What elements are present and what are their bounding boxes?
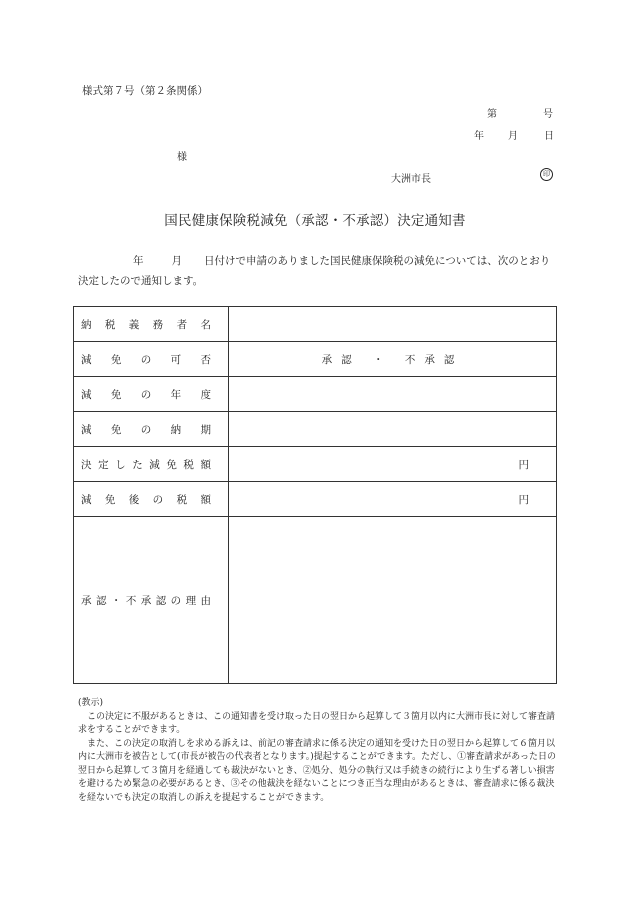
form-number: 様式第７号（第２条関係） (82, 85, 208, 97)
row-label-text: 減 免 の 可 否 (81, 353, 211, 366)
intro-paragraph (78, 251, 558, 291)
issuer-name: 大洲市長 (391, 174, 431, 185)
row-label (74, 482, 229, 517)
notes-paragraph: また、この決定の取消しを求める訴えは、前記の審査請求に係る決定の通知を受けた日の翌日から起算して６箇月以内に大洲市を被告として(市長が被告の代表者となります。)提起することができます。ただし、①審査請求があった日の翌日から起算して３箇月を経過しても裁決がないとき、②処分、処分の執行又は手続きの続行により生ずる著しい損害を避けるため緊急の必要があるとき、③その他裁決を経ないことにつき正当な理由があるときは、審査請求に係る裁決を経ないでも決定の取消しの訴えを提起することができます。 (78, 738, 556, 803)
page-title: 国民健康保険税減免（承認・不承認）決定通知書 (164, 213, 466, 229)
row-label (74, 412, 229, 447)
row-label-text: 承 認 ・ 不 承 認 の 理 由 (81, 594, 211, 607)
document-number-prefix: 第 (487, 109, 497, 120)
table-row (74, 517, 557, 684)
tax-after-reduction-field: 円 (229, 482, 557, 517)
instruction-notes (78, 697, 556, 805)
date-year-label: 年 (474, 131, 484, 142)
date-month-label: 月 (508, 131, 518, 142)
table-row (74, 342, 557, 377)
row-label-text: 減 免 の 納 期 (81, 423, 211, 436)
document-number-suffix: 号 (543, 109, 553, 120)
decision-table (73, 306, 557, 684)
notes-heading: (教示) (78, 698, 104, 708)
decision-reason-field (229, 517, 557, 684)
row-label (74, 447, 229, 482)
date-day-label: 日 (544, 131, 554, 142)
row-label (74, 517, 229, 684)
notes-paragraph: この決定に不服があるときは、この通知書を受け取った日の翌日から起算して３箇月以内に大洲市長に対して審査請求をすることができます。 (78, 711, 556, 735)
approval-choice: 承認 ・ 不承認 (229, 342, 557, 377)
row-label-text: 決 定 し た 減 免 税 額 (81, 458, 211, 471)
row-label-text: 納 税 義 務 者 名 (81, 318, 211, 331)
issue-date-line (474, 127, 554, 142)
reduction-year-field (229, 377, 557, 412)
taxpayer-name-field (229, 307, 557, 342)
seal-mark: 印 (540, 168, 553, 181)
reduced-tax-amount-field: 円 (229, 447, 557, 482)
table-row (74, 412, 557, 447)
row-label-text: 減 免 の 年 度 (81, 388, 211, 401)
row-label (74, 342, 229, 377)
reduction-period-field (229, 412, 557, 447)
table-row (74, 482, 557, 517)
row-label (74, 307, 229, 342)
intro-month-label: 月 (171, 255, 182, 267)
row-label (74, 377, 229, 412)
intro-year-label: 年 (133, 255, 144, 267)
table-row (74, 447, 557, 482)
row-label-text: 減 免 後 の 税 額 (81, 493, 211, 506)
table-row (74, 377, 557, 412)
intro-text: 日付けで申請のありました国民健康保険税の減免については、次のとおり決定したので通知します。 (78, 255, 551, 287)
recipient-honorific: 様 (177, 152, 187, 163)
table-row (74, 307, 557, 342)
